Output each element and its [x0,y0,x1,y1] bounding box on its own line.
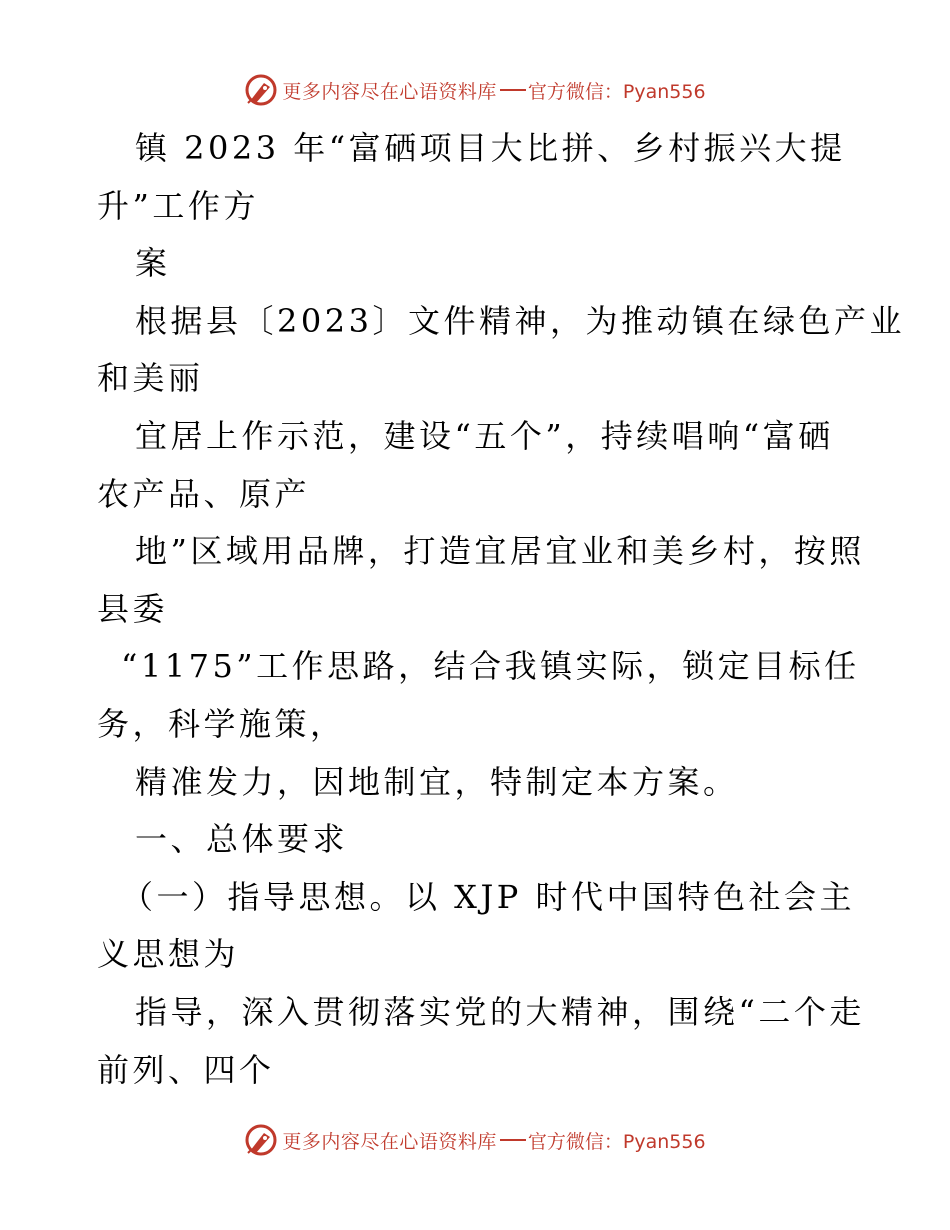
watermark-dash [500,89,526,91]
text-line: 前列、四个 [97,1050,275,1089]
text-line: “1175”工作思路，结合我镇实际，锁定目标任 [121,647,860,686]
section-heading: 一、总体要求 [135,820,349,859]
text-line: 县委 [97,589,169,628]
watermark-text: 更多内容尽在心语资料库 [282,1130,497,1153]
footer-watermark [0,1120,950,1160]
text-line: 务，科学施策， [97,704,346,743]
text-line: 案 [135,244,171,283]
pen-nib-logo-icon [244,1123,278,1157]
text-line: 和美丽 [97,359,204,398]
pen-nib-logo-icon [244,73,278,107]
text-line: 根据县〔2023〕文件精神，为推动镇在绿色产业 [135,301,905,340]
text-line: 指导，深入贯彻落实党的大精神，围绕“二个走 [135,992,865,1031]
text-line: 义思想为 [97,935,240,974]
text-line: 农产品、原产 [97,474,311,513]
text-line: 升”工作方 [97,186,259,225]
watermark-dash [500,1139,526,1141]
text-line: 精准发力，因地制宜，特制定本方案。 [135,762,739,801]
header-watermark [0,70,950,110]
watermark-contact: 官方微信：Pyan556 [527,80,706,103]
watermark-contact: 官方微信：Pyan556 [527,1130,706,1153]
document-body [0,124,950,1103]
text-line: 地”区域用品牌，打造宜居宜业和美乡村，按照 [135,532,865,571]
text-line: （一）指导思想。以 XJP 时代中国特色社会主 [121,877,855,916]
text-line: 宜居上作示范，建设“五个”，持续唱响“富硒 [135,416,834,455]
watermark-text: 更多内容尽在心语资料库 [282,80,497,103]
text-line: 镇 2023 年“富硒项目大比拼、乡村振兴大提 [135,129,846,167]
